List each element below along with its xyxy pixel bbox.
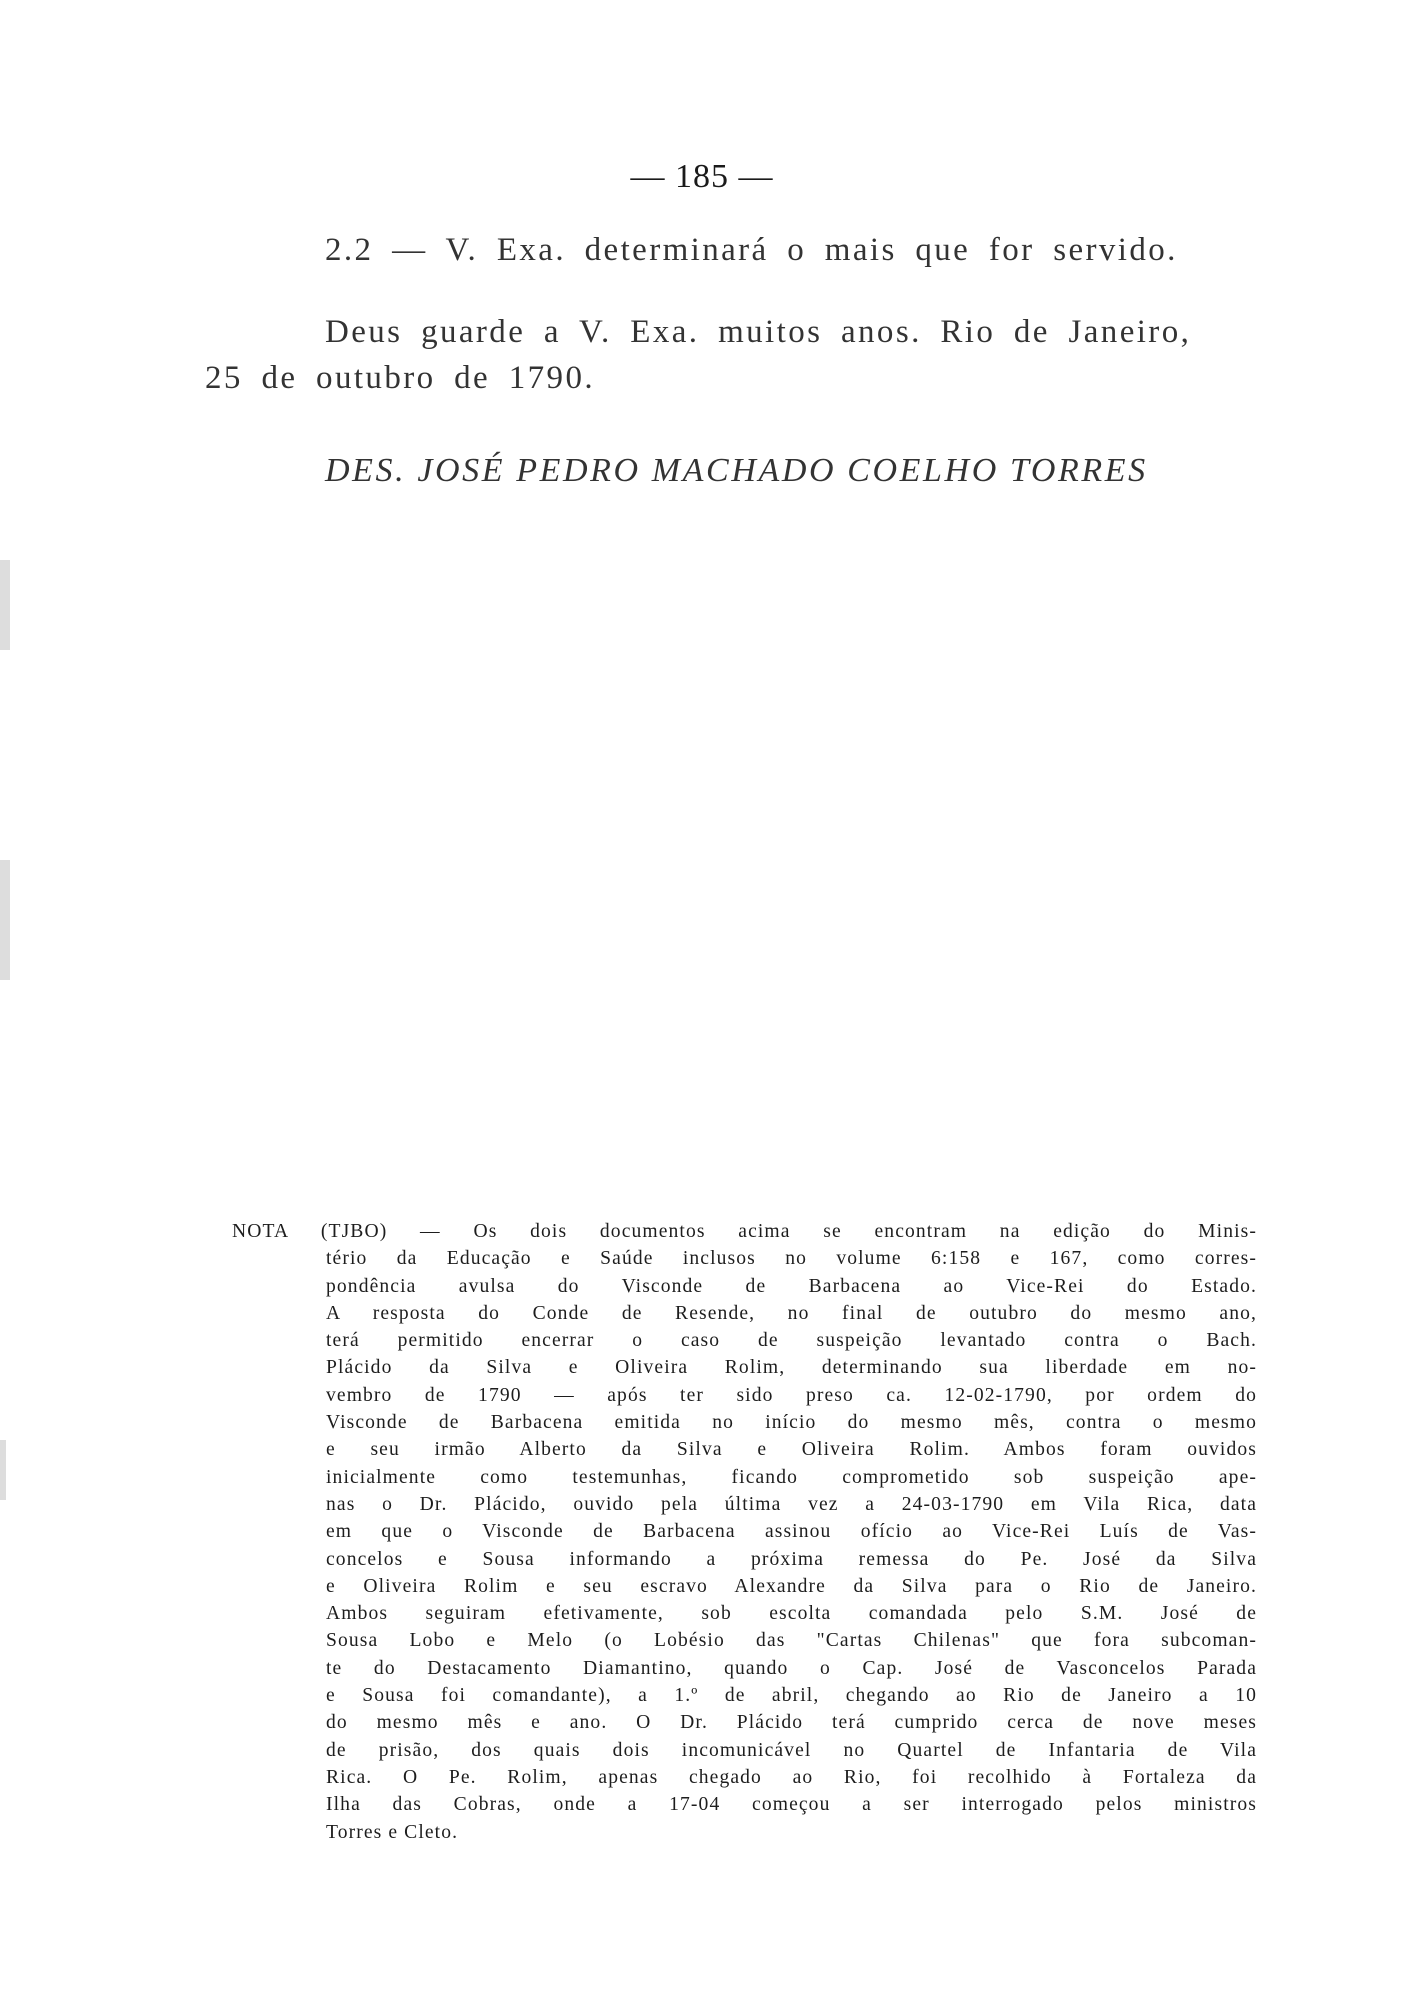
note-line: e Sousa foi comandante), a 1.º de abril, chegando ao Rio de Janeiro a 10 — [326, 1685, 1257, 1707]
note-line: Visconde de Barbacena emitida no início do mesmo mês, contra o mesmo — [326, 1412, 1257, 1434]
note-line: terá permitido encerrar o caso de suspeição levantado contra o Bach. — [326, 1330, 1257, 1352]
note-line: te do Destacamento Diamantino, quando o Cap. José de Vasconcelos Parada — [326, 1657, 1257, 1679]
scan-margin-mark — [0, 560, 10, 650]
note-line: Ambos seguiram efetivamente, sob escolta comandada pelo S.M. José de — [326, 1603, 1257, 1625]
editor-note — [232, 1218, 1257, 1846]
note-line: tério da Educação e Saúde inclusos no volume 6:158 e 167, como corres- — [326, 1248, 1257, 1270]
note-line: do mesmo mês e ano. O Dr. Plácido terá cumprido cerca de nove meses — [326, 1712, 1257, 1734]
note-line: Rica. O Pe. Rolim, apenas chegado ao Rio, foi recolhido à Fortaleza da — [326, 1766, 1257, 1788]
note-line: Sousa Lobo e Melo (o Lobésio das "Cartas Chilenas" que fora subcoman- — [326, 1630, 1257, 1652]
note-line: Torres e Cleto. — [326, 1821, 459, 1843]
note-line: nas o Dr. Plácido, ouvido pela última vez a 24-03-1790 em Vila Rica, data — [326, 1493, 1257, 1515]
closing-line-1: Deus guarde a V. Exa. muitos anos. Rio de Janeiro, — [325, 314, 1192, 350]
signature: DES. JOSÉ PEDRO MACHADO COELHO TORRES — [325, 452, 1148, 489]
note-line: de prisão, dos quais dois incomunicável no Quartel de Infantaria de Vila — [326, 1739, 1257, 1761]
note-line: A resposta do Conde de Resende, no final de outubro do mesmo ano, — [326, 1302, 1257, 1324]
note-line: e seu irmão Alberto da Silva e Oliveira Rolim. Ambos foram ouvidos — [326, 1439, 1257, 1461]
note-line: concelos e Sousa informando a próxima remessa do Pe. José da Silva — [326, 1548, 1257, 1570]
scan-margin-mark — [0, 1440, 6, 1500]
note-line: Ilha das Cobras, onde a 17-04 começou a ser interrogado pelos ministros — [326, 1794, 1257, 1816]
closing-line-2: 25 de outubro de 1790. — [205, 360, 596, 396]
note-line: e Oliveira Rolim e seu escravo Alexandre da Silva para o Rio de Janeiro. — [326, 1575, 1257, 1597]
scan-margin-mark — [0, 860, 10, 980]
note-line: inicialmente como testemunhas, ficando comprometido sob suspeição ape- — [326, 1466, 1257, 1488]
note-line: Plácido da Silva e Oliveira Rolim, determinando sua liberdade em no- — [326, 1357, 1257, 1379]
note-line: pondência avulsa do Visconde de Barbacena ao Vice-Rei do Estado. — [326, 1275, 1257, 1297]
note-line: vembro de 1790 — após ter sido preso ca. 12-02-1790, por ordem do — [326, 1384, 1257, 1406]
page-number: — 185 — — [630, 158, 774, 195]
paragraph-item-2-2: 2.2 — V. Exa. determinará o mais que for servido. — [325, 232, 1178, 268]
note-line: em que o Visconde de Barbacena assinou ofício ao Vice-Rei Luís de Vas- — [326, 1521, 1257, 1543]
note-line: NOTA (TJBO) — Os dois documentos acima se encontram na edição do Minis- — [232, 1221, 1257, 1242]
